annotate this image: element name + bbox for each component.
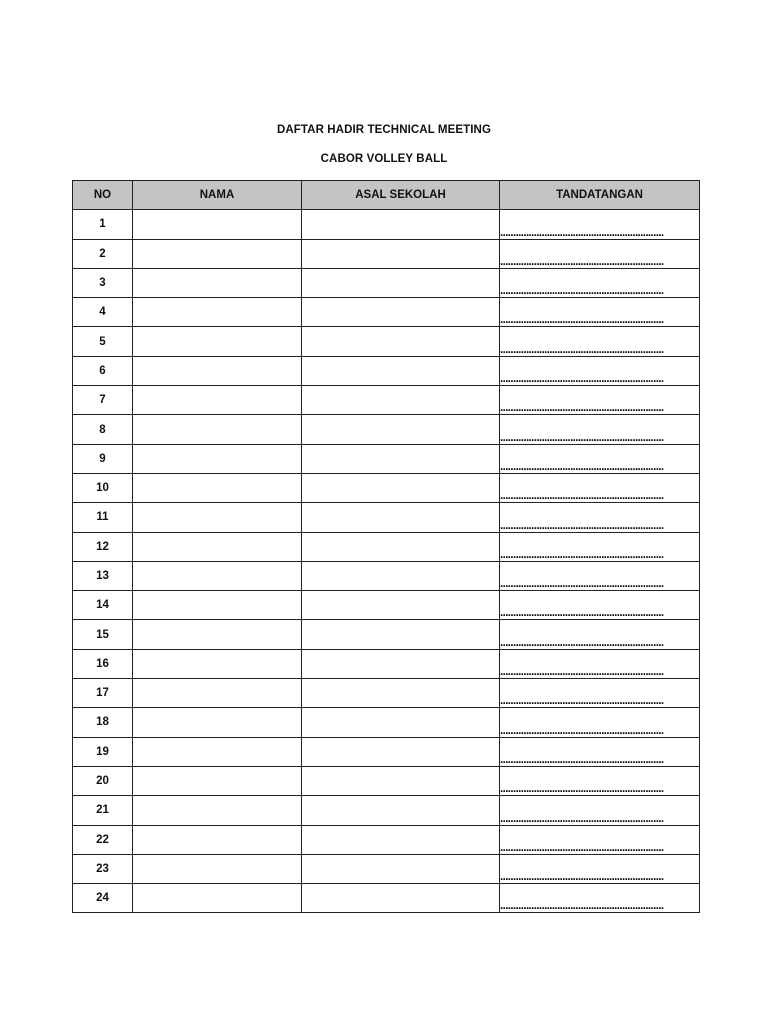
row-number: 14 <box>73 591 133 620</box>
signature-line[interactable]: ............................................................... <box>500 239 700 268</box>
signature-line[interactable]: ............................................................... <box>500 268 700 297</box>
row-number: 20 <box>73 766 133 795</box>
nama-cell[interactable] <box>133 766 302 795</box>
table-row <box>73 737 700 766</box>
signature-line[interactable]: ............................................................... <box>500 386 700 415</box>
nama-cell[interactable] <box>133 708 302 737</box>
attendance-table <box>72 180 700 913</box>
row-number: 24 <box>73 884 133 913</box>
signature-line[interactable]: ............................................................... <box>500 737 700 766</box>
nama-cell[interactable] <box>133 444 302 473</box>
table-row <box>73 268 700 297</box>
table-row <box>73 796 700 825</box>
nama-cell[interactable] <box>133 503 302 532</box>
signature-line[interactable]: ............................................................... <box>500 210 700 239</box>
asal-sekolah-cell[interactable] <box>302 708 500 737</box>
table-row <box>73 854 700 883</box>
table-row <box>73 620 700 649</box>
row-number: 13 <box>73 561 133 590</box>
table-row <box>73 356 700 385</box>
header-row <box>73 181 700 210</box>
asal-sekolah-cell[interactable] <box>302 620 500 649</box>
document-subtitle: CABOR VOLLEY BALL <box>320 153 448 165</box>
row-number: 19 <box>73 737 133 766</box>
signature-line[interactable]: ............................................................... <box>500 356 700 385</box>
table-row <box>73 239 700 268</box>
row-number: 17 <box>73 679 133 708</box>
asal-sekolah-cell[interactable] <box>302 503 500 532</box>
table-row <box>73 444 700 473</box>
table-row <box>73 884 700 913</box>
row-number: 3 <box>73 268 133 297</box>
signature-line[interactable]: ............................................................... <box>500 649 700 678</box>
table-row <box>73 327 700 356</box>
signature-line[interactable]: ............................................................... <box>500 679 700 708</box>
header-nama: NAMA <box>133 181 302 210</box>
asal-sekolah-cell[interactable] <box>302 444 500 473</box>
nama-cell[interactable] <box>133 356 302 385</box>
signature-line[interactable]: ............................................................... <box>500 561 700 590</box>
asal-sekolah-cell[interactable] <box>302 679 500 708</box>
nama-cell[interactable] <box>133 825 302 854</box>
signature-line[interactable]: ............................................................... <box>500 473 700 502</box>
row-number: 18 <box>73 708 133 737</box>
row-number: 10 <box>73 473 133 502</box>
nama-cell[interactable] <box>133 239 302 268</box>
asal-sekolah-cell[interactable] <box>302 327 500 356</box>
asal-sekolah-cell[interactable] <box>302 532 500 561</box>
row-number: 12 <box>73 532 133 561</box>
nama-cell[interactable] <box>133 854 302 883</box>
asal-sekolah-cell[interactable] <box>302 473 500 502</box>
nama-cell[interactable] <box>133 415 302 444</box>
row-number: 6 <box>73 356 133 385</box>
nama-cell[interactable] <box>133 591 302 620</box>
row-number: 15 <box>73 620 133 649</box>
table-row <box>73 503 700 532</box>
asal-sekolah-cell[interactable] <box>302 268 500 297</box>
asal-sekolah-cell[interactable] <box>302 239 500 268</box>
nama-cell[interactable] <box>133 298 302 327</box>
nama-cell[interactable] <box>133 796 302 825</box>
table-row <box>73 679 700 708</box>
asal-sekolah-cell[interactable] <box>302 737 500 766</box>
row-number: 2 <box>73 239 133 268</box>
table-row <box>73 386 700 415</box>
asal-sekolah-cell[interactable] <box>302 649 500 678</box>
asal-sekolah-cell[interactable] <box>302 561 500 590</box>
signature-line[interactable]: ............................................................... <box>500 884 700 913</box>
table-row <box>73 298 700 327</box>
table-header <box>73 181 700 210</box>
signature-line[interactable]: ............................................................... <box>500 532 700 561</box>
asal-sekolah-cell[interactable] <box>302 210 500 239</box>
signature-line[interactable]: ............................................................... <box>500 766 700 795</box>
row-number: 11 <box>73 503 133 532</box>
asal-sekolah-cell[interactable] <box>302 796 500 825</box>
row-number: 22 <box>73 825 133 854</box>
signature-line[interactable]: ............................................................... <box>500 825 700 854</box>
nama-cell[interactable] <box>133 561 302 590</box>
signature-line[interactable]: ............................................................... <box>500 854 700 883</box>
nama-cell[interactable] <box>133 210 302 239</box>
header-asal-sekolah: ASAL SEKOLAH <box>302 181 500 210</box>
table-row <box>73 591 700 620</box>
signature-line[interactable]: ............................................................... <box>500 444 700 473</box>
table-row <box>73 708 700 737</box>
row-number: 21 <box>73 796 133 825</box>
asal-sekolah-cell[interactable] <box>302 854 500 883</box>
asal-sekolah-cell[interactable] <box>302 415 500 444</box>
nama-cell[interactable] <box>133 884 302 913</box>
document-title: DAFTAR HADIR TECHNICAL MEETING <box>276 124 492 136</box>
table-row <box>73 825 700 854</box>
asal-sekolah-cell[interactable] <box>302 825 500 854</box>
nama-cell[interactable] <box>133 327 302 356</box>
header-tandatangan: TANDATANGAN <box>500 181 700 210</box>
asal-sekolah-cell[interactable] <box>302 766 500 795</box>
table-row <box>73 561 700 590</box>
signature-line[interactable]: ............................................................... <box>500 503 700 532</box>
nama-cell[interactable] <box>133 679 302 708</box>
nama-cell[interactable] <box>133 737 302 766</box>
signature-line[interactable]: ............................................................... <box>500 708 700 737</box>
nama-cell[interactable] <box>133 649 302 678</box>
nama-cell[interactable] <box>133 473 302 502</box>
table-row <box>73 210 700 239</box>
header-no: NO <box>73 181 133 210</box>
signature-line[interactable]: ............................................................... <box>500 591 700 620</box>
row-number: 5 <box>73 327 133 356</box>
row-number: 7 <box>73 386 133 415</box>
asal-sekolah-cell[interactable] <box>302 884 500 913</box>
nama-cell[interactable] <box>133 386 302 415</box>
table-row <box>73 649 700 678</box>
signature-line[interactable]: ............................................................... <box>500 298 700 327</box>
nama-cell[interactable] <box>133 532 302 561</box>
row-number: 1 <box>73 210 133 239</box>
nama-cell[interactable] <box>133 620 302 649</box>
asal-sekolah-cell[interactable] <box>302 356 500 385</box>
asal-sekolah-cell[interactable] <box>302 591 500 620</box>
signature-line[interactable]: ............................................................... <box>500 415 700 444</box>
table-row <box>73 473 700 502</box>
table-body <box>73 210 700 913</box>
table-row <box>73 766 700 795</box>
asal-sekolah-cell[interactable] <box>302 386 500 415</box>
table-row <box>73 532 700 561</box>
row-number: 23 <box>73 854 133 883</box>
row-number: 8 <box>73 415 133 444</box>
row-number: 9 <box>73 444 133 473</box>
row-number: 4 <box>73 298 133 327</box>
nama-cell[interactable] <box>133 268 302 297</box>
row-number: 16 <box>73 649 133 678</box>
asal-sekolah-cell[interactable] <box>302 298 500 327</box>
signature-line[interactable]: ............................................................... <box>500 796 700 825</box>
table-row <box>73 415 700 444</box>
signature-line[interactable]: ............................................................... <box>500 327 700 356</box>
signature-line[interactable]: ............................................................... <box>500 620 700 649</box>
